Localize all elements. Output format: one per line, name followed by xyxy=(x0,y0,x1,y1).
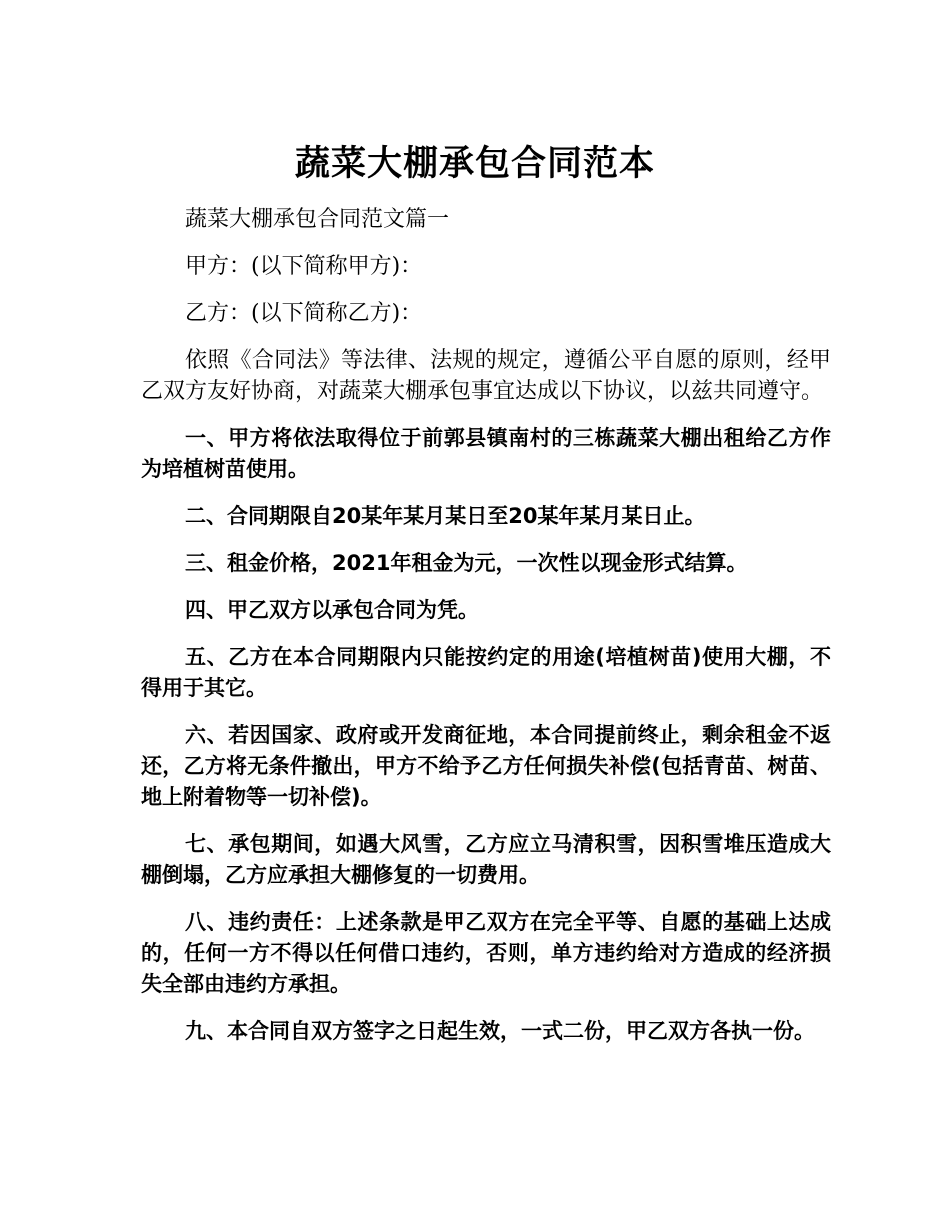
party-b-line: 乙方：(以下简称乙方)： xyxy=(185,301,423,326)
clause-4: 四、甲乙双方以承包合同为凭。 xyxy=(185,598,479,622)
intro-paragraph: 依照《合同法》等法律、法规的规定，遵循公平自愿的原则，经甲乙双方友好协商，对蔬菜大棚承包事宜达成以下协议，以兹共同遵守。 xyxy=(141,348,831,404)
clause-3: 三、租金价格，2021年租金为元，一次性以现金形式结算。 xyxy=(185,551,748,575)
clause-6: 六、若因国家、政府或开发商征地，本合同提前终止，剩余租金不返还，乙方将无条件撤出，甲方不给予乙方任何损失补偿(包括青苗、树苗、地上附着物等一切补偿)。 xyxy=(141,723,831,809)
party-a-line: 甲方：(以下简称甲方)： xyxy=(185,254,423,279)
clause-9: 九、本合同自双方签字之日起生效，一式二份，甲乙双方各执一份。 xyxy=(185,1019,815,1043)
document-title: 蔬菜大棚承包合同范本 xyxy=(294,144,655,185)
clause-7: 七、承包期间，如遇大风雪，乙方应立马清积雪，因积雪堆压造成大棚倒塌，乙方应承担大棚修复的一切费用。 xyxy=(141,832,831,887)
document-subtitle: 蔬菜大棚承包合同范文篇一 xyxy=(185,207,450,232)
clause-1: 一、甲方将依法取得位于前郭县镇南村的三栋蔬菜大棚出租给乙方作为培植树苗使用。 xyxy=(141,426,831,481)
clause-2: 二、合同期限自20某年某月某日至20某年某月某日止。 xyxy=(185,504,706,528)
clause-5: 五、乙方在本合同期限内只能按约定的用途(培植树苗)使用大棚，不得用于其它。 xyxy=(141,645,831,700)
document-body xyxy=(141,204,831,1063)
clause-8: 八、违约责任：上述条款是甲乙双方在完全平等、自愿的基础上达成的，任何一方不得以任何借口违约，否则，单方违约给对方造成的经济损失全部由违约方承担。 xyxy=(141,910,831,996)
